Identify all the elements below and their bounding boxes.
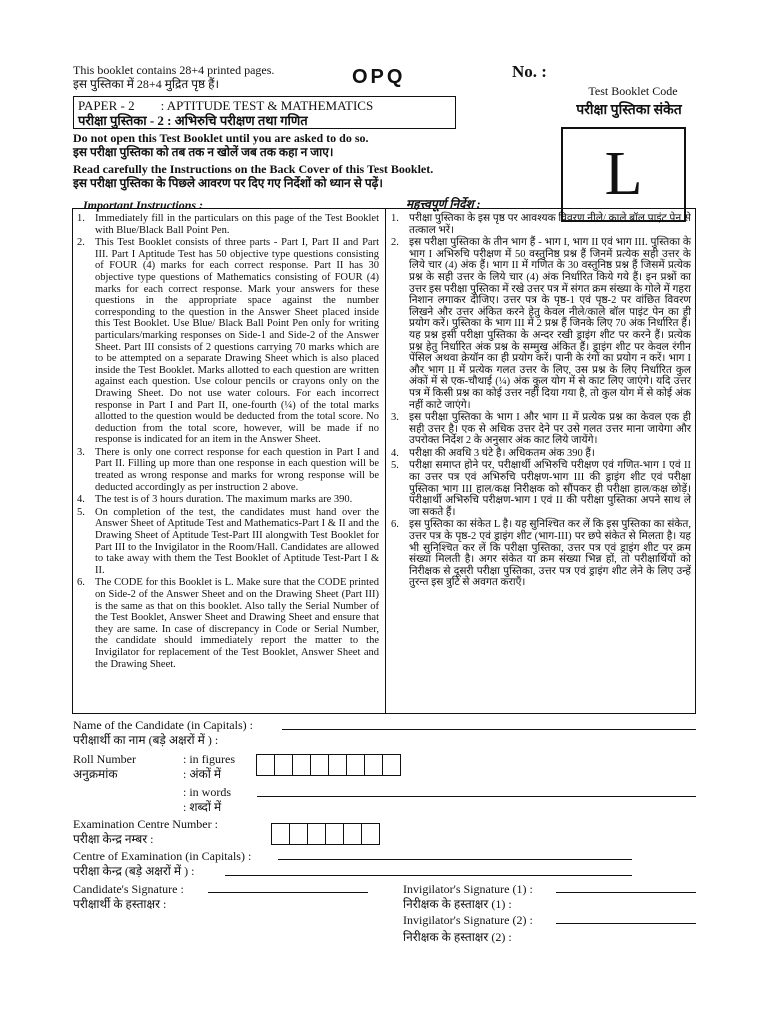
- roll-number-boxes[interactable]: [257, 754, 401, 776]
- instruction-item: [77, 494, 379, 506]
- digit-box[interactable]: [382, 754, 401, 776]
- centre-label-en: Centre of Examination (in Capitals) :: [73, 849, 252, 863]
- booklet-number-label: No. :: [512, 62, 547, 81]
- instruction-number: 1.: [391, 213, 399, 224]
- instruction-number: 4.: [77, 494, 85, 506]
- instruction-text: This Test Booklet consists of three parts - Part I, Part II and Part III. Part I Aptitude Test has 50 objective type questions consisting of FOUR (4) marks for each correct response. Part II has 30 objective type questions of Mathematics consisting of FOUR (4) marks for each correct response. Mark your answers for these questions in the appropriate space against the number corresponding to the question in the Answer Sheet placed inside this Test Booklet. Use Blue/ Black Ball Point Pen only for writing particulars/marking responses on Side-1 and Side-2 of the Answer Sheet. Part III consists of 2 questions carrying 70 marks which are to be attempted on a separate Drawing Sheet which is also placed inside the Test Booklet. Marks allotted to each question are written against each question. Use colour pencils or crayons only on the Drawing Sheet. Do not use water colours. For each incorrect response in Part I and Part II, one-fourth (¼) of the total marks allotted to the question would be deducted from the total score. No deduction from the total score, however, will be made if no response is indicated for an item in the Answer Sheet.: [95, 237, 379, 446]
- instruction-text: The test is of 3 hours duration. The maximum marks are 390.: [95, 494, 353, 506]
- digit-box[interactable]: [271, 823, 290, 845]
- invigilator-1-label-en: Invigilator's Signature (1) :: [403, 882, 533, 896]
- instruction-item: [77, 577, 379, 670]
- warning-read-hi: इस परीक्षा पुस्तिका के पिछले आवरण पर दिए गए निर्देशों को ध्यान से पढ़ें।: [73, 176, 383, 190]
- warning-open-hi: इस परीक्षा पुस्तिका को तब तक न खोलें जब तक कहा न जाए।: [73, 145, 334, 159]
- instruction-item: [77, 507, 379, 577]
- roll-number-label-en: Roll Number: [73, 752, 136, 766]
- digit-box[interactable]: [343, 823, 362, 845]
- instruction-item: [391, 460, 691, 518]
- candidate-name-label-hi: परीक्षार्थी का नाम (बड़े अक्षरों में ) :: [73, 733, 219, 747]
- page-count-hi: इस पुस्तिका में 28+4 मुद्रित पृष्ठ हैं।: [73, 77, 220, 91]
- instruction-number: 5.: [391, 460, 399, 472]
- instruction-text: परीक्षा समाप्त होने पर, परीक्षार्थी अभिरुचि परीक्षण एवं गणित-भाग I एवं II का उत्तर पत्र एवं अभिरुचि परीक्षण-भाग III की ड्राइंग शीट एवं परीक्षा पुस्तिका भाग III हाल/कक्ष निरीक्षक को सौंपकर ही परीक्षा हाल/कक्ष छोड़ें। परीक्षार्थी अभिरुचि परीक्षण-भाग I एवं II की परीक्षा पुस्तिका अपने साथ ले जा सकते हैं।: [409, 460, 691, 518]
- warning-open-en: Do not open this Test Booklet until you are asked to do so.: [73, 131, 369, 145]
- digit-box[interactable]: [328, 754, 347, 776]
- digit-box[interactable]: [325, 823, 344, 845]
- instructions-box: [72, 208, 696, 714]
- instructions-hi: [391, 213, 691, 590]
- candidate-signature-field[interactable]: [208, 892, 368, 893]
- invigilator-2-label-en: Invigilator's Signature (2) :: [403, 913, 533, 927]
- centre-field[interactable]: [278, 859, 632, 860]
- candidate-signature-label-en: Candidate's Signature :: [73, 882, 184, 896]
- brand-logo: OPQ: [352, 66, 406, 88]
- candidate-name-label-en: Name of the Candidate (in Capitals) :: [73, 718, 253, 732]
- instruction-text: Immediately fill in the particulars on this page of the Test Booklet with Blue/Black Ball Point Pen.: [95, 213, 379, 236]
- digit-box[interactable]: [289, 823, 308, 845]
- instruction-item: [391, 412, 691, 447]
- in-figures-label-en: : in figures: [183, 752, 235, 766]
- instruction-item: [391, 448, 691, 460]
- warning-read-en: Read carefully the Instructions on the Back Cover of this Test Booklet.: [73, 162, 434, 176]
- instruction-text: परीक्षा पुस्तिका के इस पृष्ठ पर आवश्यक विवरण नीले/ काले बॉल पाइंट पेन से तत्काल भरें।: [409, 213, 691, 236]
- instruction-item: [77, 237, 379, 446]
- in-words-label-hi: : शब्दों में: [183, 800, 222, 814]
- instruction-number: 6.: [391, 519, 399, 531]
- digit-box[interactable]: [361, 823, 380, 845]
- instruction-text: परीक्षा की अवधि 3 घंटे है। अधिकतम अंक 390 हैं।: [409, 447, 595, 459]
- booklet-code-label-en: Test Booklet Code: [588, 84, 678, 98]
- paper-title-en: PAPER - 2 : APTITUDE TEST & MATHEMATICS: [78, 98, 374, 113]
- roll-words-field[interactable]: [257, 796, 696, 797]
- instruction-item: [391, 237, 691, 411]
- booklet-code-label-hi: परीक्षा पुस्तिका संकेत: [576, 103, 682, 118]
- centre-number-label-en: Examination Centre Number :: [73, 817, 218, 831]
- in-words-label-en: : in words: [183, 785, 231, 799]
- digit-box[interactable]: [307, 823, 326, 845]
- instruction-number: 2.: [77, 237, 85, 249]
- candidate-signature-label-hi: परीक्षार्थी के हस्ताक्षर :: [73, 897, 167, 911]
- digit-box[interactable]: [256, 754, 275, 776]
- instruction-number: 5.: [77, 506, 85, 518]
- instruction-text: The CODE for this Booklet is L. Make sure that the CODE printed on Side-2 of the Answer Sheet and on the Drawing Sheet (Part III) is the same as that on this booklet. Also tally the Serial Number of the Test Booklet, Answer Sheet and Drawing Sheet and ensure that they are same. In case of discrepancy in Code or Serial Number, the candidate should immediately report the matter to the Invigilator for replacement of the Test Booklet, Answer Sheet and the Drawing Sheet.: [95, 577, 379, 670]
- invigilator-1-label-hi: निरीक्षक के हस्ताक्षर (1) :: [403, 897, 512, 911]
- centre-label-hi: परीक्षा केन्द्र (बड़े अक्षरों में ) :: [73, 864, 195, 878]
- instruction-text: There is only one correct response for each question in Part I and Part II. Filling up more than one response in each question will be treated as wrong response and marks for wrong response will be deducted accordingly as per instruction 2 above.: [95, 446, 379, 493]
- invigilator-2-label-hi: निरीक्षक के हस्ताक्षर (2) :: [403, 930, 512, 944]
- paper-title-hi: परीक्षा पुस्तिका - 2 : अभिरुचि परीक्षण तथा गणित: [78, 113, 308, 128]
- candidate-name-field[interactable]: [282, 729, 696, 730]
- instruction-text: इस परीक्षा पुस्तिका के भाग I और भाग II में प्रत्येक प्रश्न का केवल एक ही सही उत्तर है। एक से अधिक उत्तर देने पर उसे गलत उत्तर माना जायेगा और उपरोक्त निर्देश 2 के अनुसार अंक काट लिये जायेंगे।: [409, 412, 691, 447]
- instruction-item: [77, 213, 379, 236]
- instruction-item: [77, 447, 379, 493]
- instruction-item: [391, 519, 691, 589]
- instruction-number: 3.: [77, 446, 85, 458]
- booklet-code: L: [604, 140, 643, 208]
- instruction-number: 1.: [77, 213, 85, 224]
- instructions-title-hi: महत्त्वपूर्ण निर्देश :: [406, 197, 481, 211]
- page-count-en: This booklet contains 28+4 printed pages.: [73, 63, 275, 77]
- centre-number-label-hi: परीक्षा केन्द्र नम्बर :: [73, 832, 154, 846]
- digit-box[interactable]: [274, 754, 293, 776]
- digit-box[interactable]: [292, 754, 311, 776]
- paper-title-box: [73, 96, 456, 129]
- instruction-text: On completion of the test, the candidates must hand over the Answer Sheet of Aptitude Test and Mathematics-Part I & II and the Drawing Sheet of Aptitude Test-Part III alongwith Test Booklet for Part III to the Invigilator in the Room/Hall. Candidates are allowed to take away with them the Test Booklet of Aptitude Test-Part I & II.: [95, 506, 379, 576]
- instruction-number: 3.: [391, 412, 399, 424]
- instruction-text: इस परीक्षा पुस्तिका के तीन भाग हैं - भाग I, भाग II एवं भाग III. पुस्तिका के भाग I अभिरुचि परीक्षण में 50 वस्तुनिष्ठ प्रश्न हैं जिनमें प्रत्येक सही उत्तर के लिये चार (4) अंक हैं। भाग II में गणित के 30 वस्तुनिष्ठ प्रश्न हैं जिसमें प्रत्येक प्रश्न के सही उत्तर के लिये चार (4) अंक निर्धारित किये गये हैं। इन प्रश्नों का उत्तर इस परीक्षा पुस्तिका में रखे उत्तर पत्र में संगत क्रम संख्या के गोले में गहरा निशान लगाकर दीजिए। उत्तर पत्र के पृष्ठ-1 एवं पृष्ठ-2 पर वांछित विवरण लिखने और उत्तर अंकित करने हेतु केवल नीले/काले बॉल पाइंट पेन का ही प्रयोग करें। पुस्तिका के भाग III में 2 प्रश्न हैं जिनके लिए 70 अंक निर्धारित हैं। यह प्रश्न इसी परीक्षा पुस्तिका के अन्दर रखी ड्राइंग शीट पर करने हैं। प्रत्येक प्रश्न हेतु निर्धारित अंक प्रश्न के सम्मुख अंकित हैं। ड्राइंग शीट पर केवल रंगीन पेंसिल अथवा क्रेयॉन का ही प्रयोग करें। पानी के रंगों का प्रयोग न करें। भाग I और भाग II में प्रत्येक गलत उत्तर के लिए, उस प्रश्न के लिए निर्धारित कुल अंकों में से एक-चौथाई (¼) अंक कुल योग में से काट लिए जाएंगे। यदि उत्तर पत्र में किसी प्रश्न का कोई उत्तर नहीं दिया गया है, तो कुल योग में से कोई अंक नहीं काटे जाएंगे।: [409, 237, 691, 411]
- in-figures-label-hi: : अंकों में: [183, 767, 222, 781]
- invigilator-2-signature-field[interactable]: [556, 923, 696, 924]
- digit-box[interactable]: [364, 754, 383, 776]
- instructions-en: [77, 213, 379, 671]
- instruction-number: 6.: [77, 577, 85, 589]
- instruction-number: 4.: [391, 447, 399, 459]
- invigilator-1-signature-field[interactable]: [556, 892, 696, 893]
- centre-field-line-2[interactable]: [225, 875, 632, 876]
- centre-number-boxes[interactable]: [272, 823, 380, 845]
- digit-box[interactable]: [346, 754, 365, 776]
- instruction-item: [391, 213, 691, 236]
- instruction-number: 2.: [391, 237, 399, 249]
- digit-box[interactable]: [310, 754, 329, 776]
- instruction-text: इस पुस्तिका का संकेत L है। यह सुनिश्चित कर लें कि इस पुस्तिका का संकेत, उत्तर पत्र के पृष्ठ-2 एवं ड्राइंग शीट (भाग-III) पर छपे संकेत से मिलता है। यह भी सुनिश्चित कर लें कि परीक्षा पुस्तिका, उत्तर पत्र एवं ड्राइंग शीट पर क्रम संख्या मिलती है। अगर संकेत या क्रम संख्या भिन्न हों, तो परीक्षार्थियों को निरीक्षक से दूसरी परीक्षा पुस्तिका, उत्तर पत्र एवं ड्राइंग शीट लेने के लिए उन्हें तुरन्त इस त्रुटि से अवगत कराएँ।: [409, 519, 691, 589]
- column-divider: [385, 209, 386, 713]
- roll-number-label-hi: अनुक्रमांक: [73, 767, 118, 781]
- instructions-title-en: Important Instructions :: [83, 198, 204, 212]
